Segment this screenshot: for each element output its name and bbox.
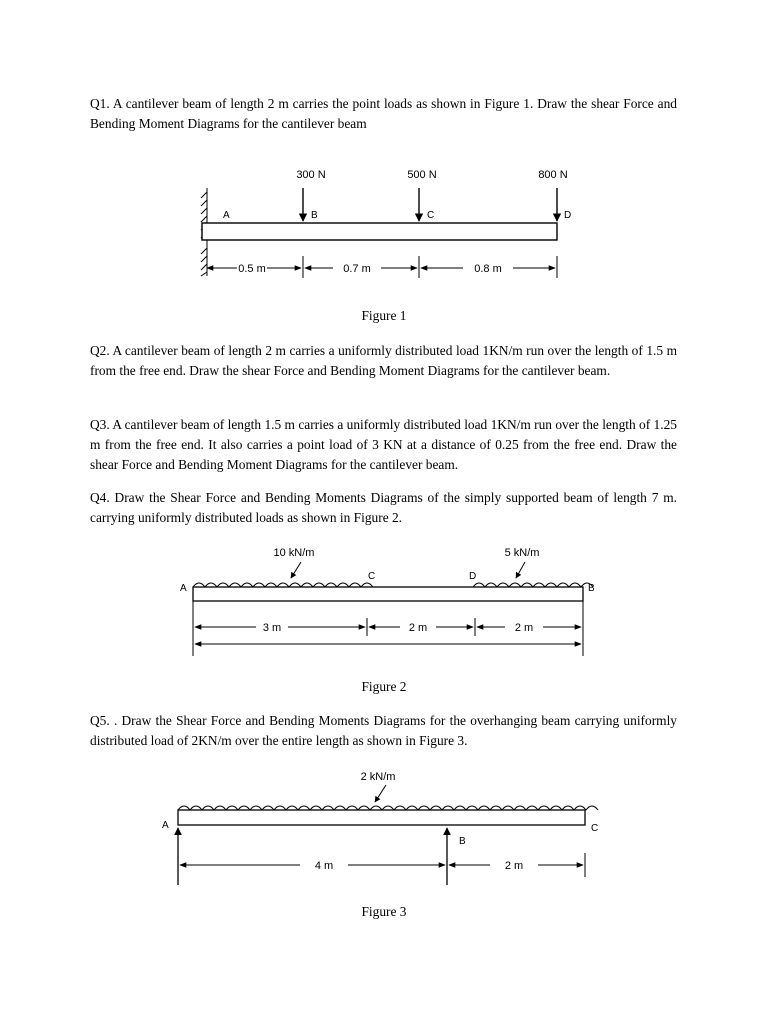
figure-3-diagram: [150, 765, 610, 890]
beam: [178, 810, 585, 825]
point-label: D: [564, 210, 572, 221]
dimension-label: 0.5 m: [238, 263, 266, 275]
point-label: B: [311, 210, 318, 221]
dimension-label: 2 m: [504, 860, 524, 872]
figure-1-caption: Figure 1: [361, 308, 407, 323]
point-label: B: [459, 836, 466, 847]
load-label: 800 N: [538, 169, 568, 181]
load-pointer: [375, 785, 386, 802]
question-2: Q2. A cantilever beam of length 2 m carries a uniformly distributed load 1KN/m run over the length of 1.5 m from the free end. Draw the shear Force and Bending Moment Diagrams for the cantilever beam.: [90, 343, 677, 378]
question-3: Q3. A cantilever beam of length 1.5 m carries a uniformly distributed load 1KN/m run over the length of 1.25 m from the free end. It also carries a point load of 3 KN at a distance of 0.25 from the free end. Draw the shear Force and Bending Moment Diagrams for the cantilever beam.: [90, 417, 677, 472]
load-label: 10 kN/m: [273, 547, 315, 559]
question-5: Q5. . Draw the Shear Force and Bending Moments Diagrams for the overhanging beam carrying uniformly distributed load of 2KN/m over the entire length as shown in Figure 3.: [90, 713, 677, 748]
point-label: C: [591, 823, 599, 834]
load-label: 5 kN/m: [504, 547, 540, 559]
dimension-label: 0.8 m: [474, 263, 502, 275]
figure-1-diagram: [195, 150, 575, 290]
point-label: C: [427, 210, 435, 221]
figure-3-caption: Figure 3: [361, 904, 407, 919]
point-label: C: [368, 571, 376, 582]
point-label: A: [162, 820, 169, 831]
beam: [193, 587, 583, 601]
dimension-lines: [180, 853, 585, 877]
load-label: 2 kN/m: [360, 771, 396, 783]
question-4: Q4. Draw the Shear Force and Bending Moments Diagrams of the simply supported beam of length 7 m. carrying uniformly distributed loads as shown in Figure 2.: [90, 490, 677, 525]
point-label: D: [469, 571, 477, 582]
dimension-label: 2 m: [514, 622, 534, 634]
point-label: A: [223, 210, 230, 221]
load-label: 300 N: [296, 169, 326, 181]
beam: [202, 223, 557, 240]
question-1: Q1. A cantilever beam of length 2 m carries the point loads as shown in Figure 1. Draw the shear Force and Bending Moment Diagrams for the cantilever beam: [90, 96, 677, 131]
figure-2-caption: Figure 2: [361, 679, 407, 694]
point-label: B: [588, 583, 595, 594]
load-pointer-left: [291, 562, 301, 578]
dimension-label: 0.7 m: [343, 263, 371, 275]
dimension-label: 3 m: [262, 622, 282, 634]
load-pointer-right: [516, 562, 525, 578]
load-label: 500 N: [407, 169, 437, 181]
dimension-label: 2 m: [408, 622, 428, 634]
figure-2-diagram: [170, 540, 610, 665]
dimension-label: 4 m: [314, 860, 334, 872]
point-label: A: [180, 583, 187, 594]
